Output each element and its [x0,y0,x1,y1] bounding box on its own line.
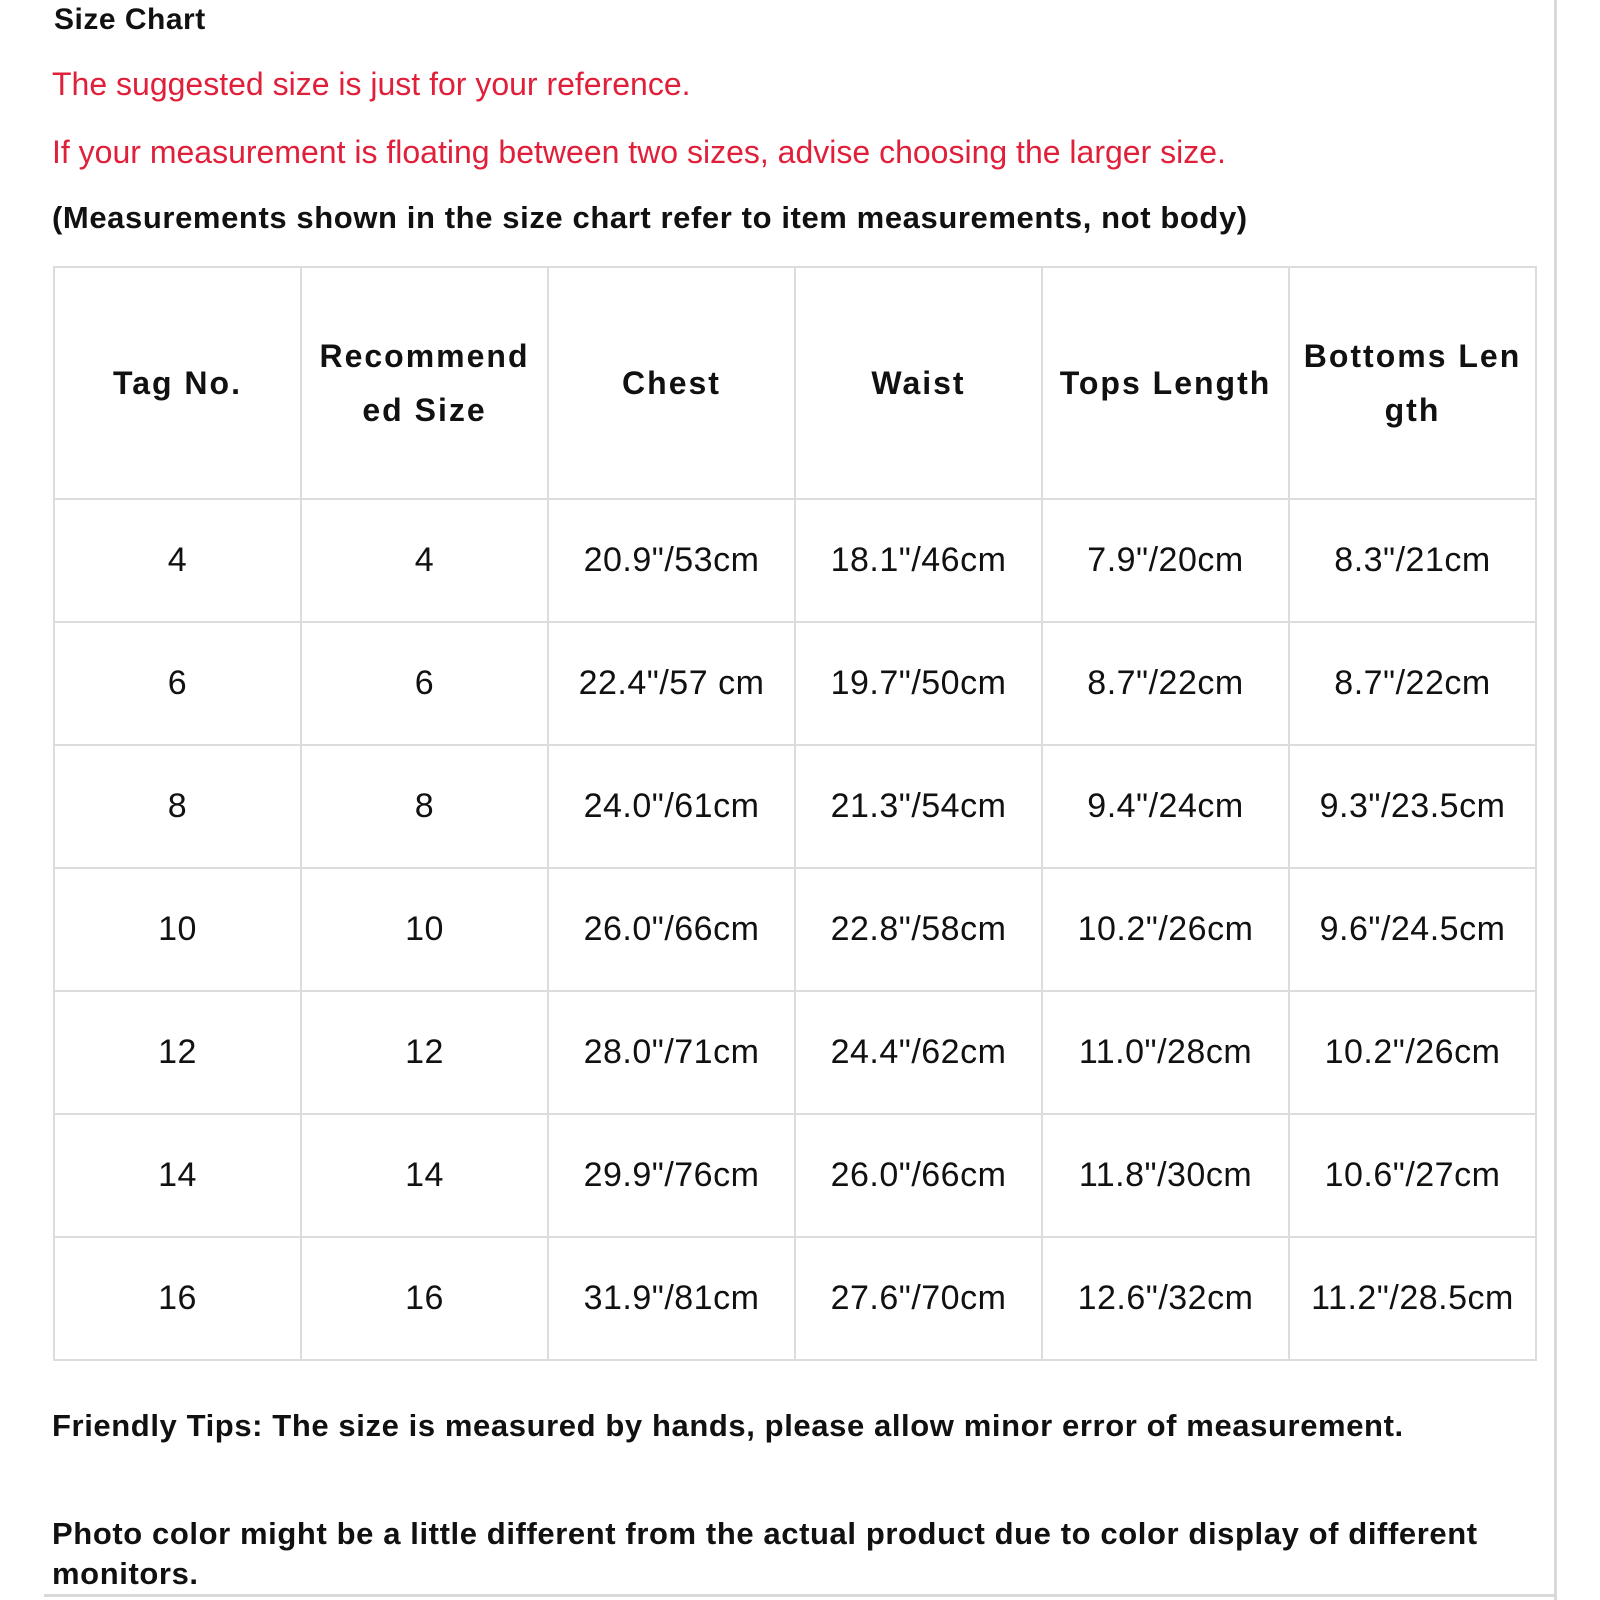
table-row [54,868,1536,991]
cell-bottoms-length: 8.7"/22cm [1289,622,1536,745]
table-row [54,1237,1536,1360]
cell-waist: 19.7"/50cm [795,622,1042,745]
cell-recommended-size: 16 [301,1237,548,1360]
table-row [54,622,1536,745]
cell-waist: 22.8"/58cm [795,868,1042,991]
header-row [54,267,1536,499]
cell-tops-length: 7.9"/20cm [1042,499,1289,622]
cell-tops-length: 10.2"/26cm [1042,868,1289,991]
right-border-line [1554,0,1557,1600]
cell-tag-no: 16 [54,1237,301,1360]
cell-bottoms-length: 8.3"/21cm [1289,499,1536,622]
cell-tops-length: 12.6"/32cm [1042,1237,1289,1360]
cell-recommended-size: 4 [301,499,548,622]
cell-waist: 21.3"/54cm [795,745,1042,868]
photo-color-note: Photo color might be a little different from the actual product due to color display of different monitors. [52,1516,1478,1591]
header-waist: Waist [795,267,1042,499]
measurement-disclaimer: (Measurements shown in the size chart refer to item measurements, not body) [52,200,1248,235]
cell-chest: 20.9"/53cm [548,499,795,622]
cell-chest: 28.0"/71cm [548,991,795,1114]
cell-recommended-size: 6 [301,622,548,745]
larger-size-advice: If your measurement is floating between two sizes, advise choosing the larger size. [52,134,1226,170]
cell-recommended-size: 12 [301,991,548,1114]
cell-tag-no: 14 [54,1114,301,1237]
cell-tag-no: 10 [54,868,301,991]
friendly-tips: Friendly Tips: The size is measured by hands, please allow minor error of measurement. [52,1408,1404,1443]
page-title: Size Chart [54,3,206,36]
cell-recommended-size: 8 [301,745,548,868]
size-table-body [54,499,1536,1360]
cell-recommended-size: 10 [301,868,548,991]
cell-bottoms-length: 9.3"/23.5cm [1289,745,1536,868]
size-table-header [54,267,1536,499]
cell-chest: 22.4"/57 cm [548,622,795,745]
table-row [54,499,1536,622]
table-row [54,991,1536,1114]
cell-waist: 27.6"/70cm [795,1237,1042,1360]
size-table [53,266,1537,1361]
cell-bottoms-length: 11.2"/28.5cm [1289,1237,1536,1360]
cell-tops-length: 8.7"/22cm [1042,622,1289,745]
header-bottoms-length: Bottoms Len gth [1289,267,1536,499]
cell-recommended-size: 14 [301,1114,548,1237]
table-row [54,745,1536,868]
table-row [54,1114,1536,1237]
cell-waist: 18.1"/46cm [795,499,1042,622]
header-recommended-size: Recommend ed Size [301,267,548,499]
cell-chest: 31.9"/81cm [548,1237,795,1360]
cell-tag-no: 12 [54,991,301,1114]
cell-tops-length: 9.4"/24cm [1042,745,1289,868]
cell-chest: 26.0"/66cm [548,868,795,991]
cell-chest: 24.0"/61cm [548,745,795,868]
reference-note: The suggested size is just for your reference. [52,66,691,102]
header-tops-length: Tops Length [1042,267,1289,499]
bottom-border-line [44,1594,1557,1597]
cell-tops-length: 11.0"/28cm [1042,991,1289,1114]
cell-tag-no: 4 [54,499,301,622]
header-chest: Chest [548,267,795,499]
cell-waist: 24.4"/62cm [795,991,1042,1114]
cell-bottoms-length: 10.6"/27cm [1289,1114,1536,1237]
cell-bottoms-length: 9.6"/24.5cm [1289,868,1536,991]
cell-tag-no: 6 [54,622,301,745]
cell-bottoms-length: 10.2"/26cm [1289,991,1536,1114]
cell-tops-length: 11.8"/30cm [1042,1114,1289,1237]
cell-tag-no: 8 [54,745,301,868]
header-tag-no: Tag No. [54,267,301,499]
cell-waist: 26.0"/66cm [795,1114,1042,1237]
cell-chest: 29.9"/76cm [548,1114,795,1237]
